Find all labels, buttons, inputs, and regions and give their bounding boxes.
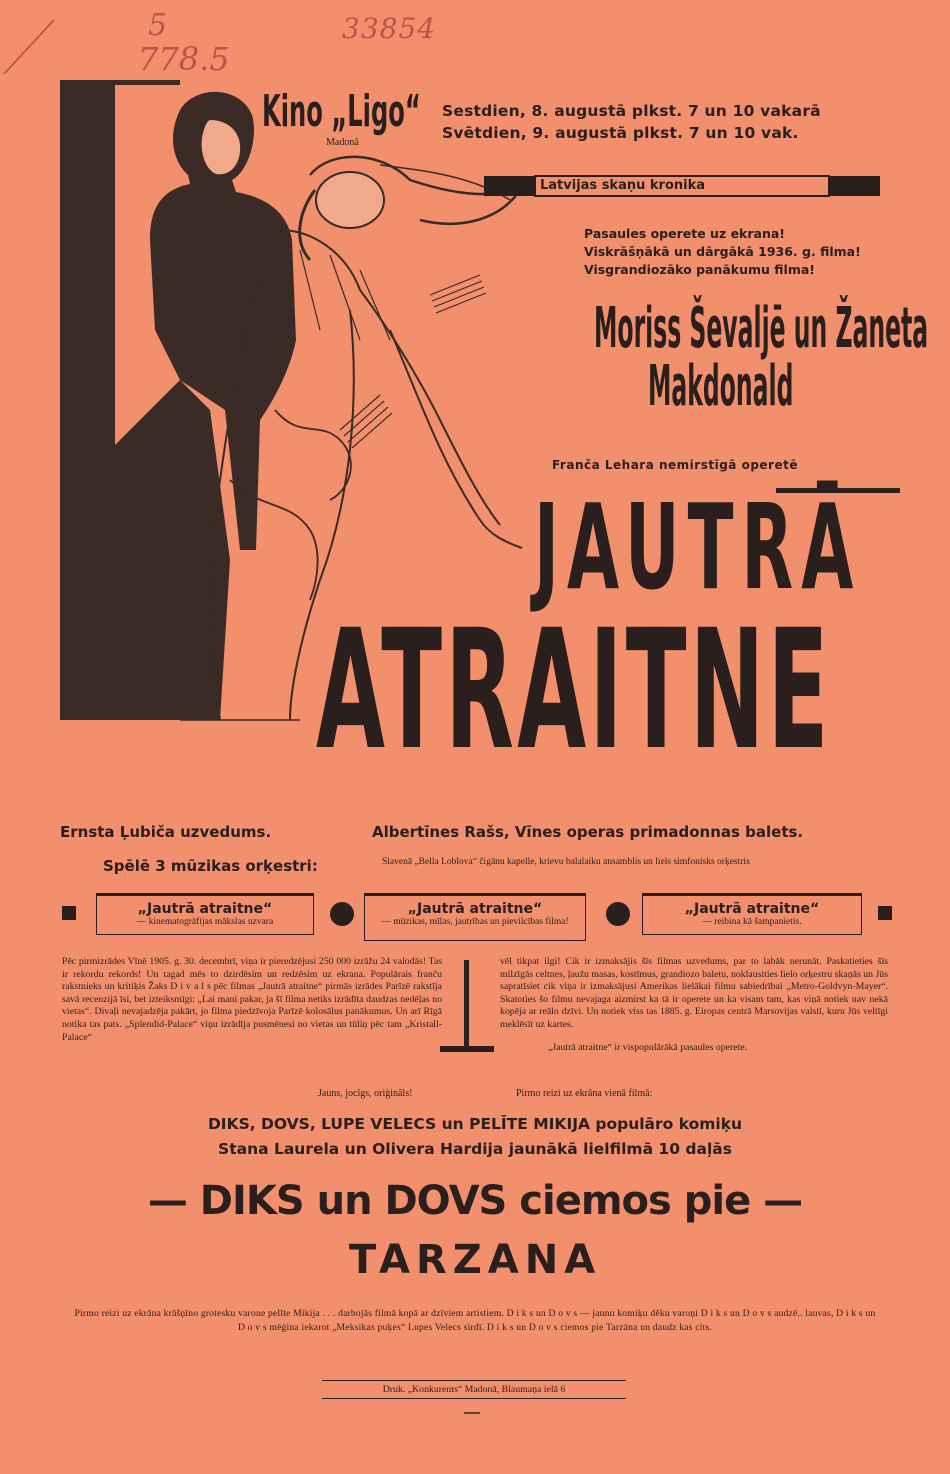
orchestras-label: Spēlē 3 mūzikas orķestri: <box>103 857 318 875</box>
description-left: Pēc pirmizrādes Vīnē 1905. g. 30. decembrī, viņa ir pieredzējusi 250 000 izrāžu 24 valodās! Tas ir rekordu rekords! Un tagad mēs to dzirdēsim un redzēsim uz ekrana. Populārais franču rakstnieks un kritiķis Žaks D i v a l s pēc filmas „Jautrā atraitne“ pirmās izrādes Parīzē rakstīja savā recenzijā īsi, bet izteiksmīgi: „Lai mani pakar, ja šī filma netiks izrādīta daudzas nedēļas no vietas“. Divaļi nevajadzēja pakārt, jo filma piedzīvoja Parīzē kolosālus panākumus. Un arī Rīgā notika tas pats. „Splendid-Palace“ viņu izrādīja pusmēnesi no vietas un tūliņ pēc tam „Kristall-Palace“ <box>62 956 442 1043</box>
ballet-credit: Albertīnes Rašs, Vīnes operas primadonnas balets. <box>372 823 804 841</box>
orchestras-list: Slavenā „Bella Loblova“ čigānu kapelle, krievu balalaiku ansamblis un liels simfonisks orķestris <box>382 857 750 867</box>
archive-number: 33854 <box>342 12 437 45</box>
round-bullet-icon <box>606 902 630 926</box>
second-feature-title-line-1: — DIKS un DOVS ciemos pie — <box>147 1178 803 1224</box>
screening-dates <box>442 100 821 144</box>
quote-box-title: „Jautrā atraitne“ <box>137 901 273 917</box>
quote-box-subtitle: — kinematogrāfijas mākslas uzvara <box>136 917 274 927</box>
film-title-line-1: JAUTRĀ <box>534 478 862 616</box>
producer-credit: Ernsta Ļubiča uzvedums. <box>60 823 272 841</box>
tagline-line: Visgrandiozāko panākumu filma! <box>584 262 815 277</box>
second-feature-title-line-2: TARZANA <box>348 1237 602 1283</box>
second-feature-tag-left: Jauns, jocīgs, oriģināls! <box>318 1088 413 1099</box>
divider-base <box>440 1046 494 1052</box>
date-sunday: Svētdien, 9. augustā plkst. 7 un 10 vak. <box>442 124 799 142</box>
second-feature-cast: DIKS, DOVS, LUPE VELECS un PELĪTE MIKIJA populāro komiķu <box>207 1115 743 1133</box>
date-saturday: Sestdien, 8. augustā plkst. 7 un 10 vakarā <box>442 102 821 120</box>
cinema-town: Madonā <box>326 137 359 148</box>
square-bullet-icon <box>62 906 76 920</box>
archive-mark-top-left: 5 <box>148 8 168 43</box>
quote-box-subtitle: — mūzikas, mīlas, jautrības un pievilcības filma! <box>381 917 569 927</box>
divider-vertical <box>464 960 469 1048</box>
pencil-stroke-icon <box>0 0 60 80</box>
tagline <box>584 225 861 279</box>
quote-box-2 <box>364 893 586 941</box>
square-bullet-icon <box>878 906 892 920</box>
quote-box-3 <box>642 893 862 935</box>
ornament-mark <box>464 1412 480 1419</box>
archive-mark-left: 778.5 <box>138 40 230 78</box>
quote-box-title: „Jautrā atraitne“ <box>407 901 543 917</box>
quote-box-1 <box>96 893 314 935</box>
quote-box-subtitle: — reibina kā šampanietis. <box>702 917 802 927</box>
tagline-line: Viskrāšņākā un dārgākā 1936. g. filma! <box>584 244 861 259</box>
description-right-closing: „Jautrā atraitne“ ir vispopulārākā pasaules operete. <box>548 1042 748 1053</box>
second-feature-description: Stana Laurela un Olivera Hardija jaunākā lielfilmā 10 daļās <box>218 1140 732 1158</box>
presents-line: Franča Lehara nemirstīgā operetē <box>552 458 798 472</box>
stars-line-2: Makdonald <box>648 354 794 419</box>
tagline-line: Pasaules operete uz ekrana! <box>584 226 786 241</box>
printer-imprint: Druk. „Konkurents“ Madonā, Blaumaņa ielā 6 <box>322 1380 626 1399</box>
quote-box-title: „Jautrā atraitne“ <box>684 901 820 917</box>
film-title-line-2: ATRAITNE <box>316 594 832 786</box>
second-feature-blurb: Pirmo reizi uz ekrāna krāšņīno grotesku varone pelīte Mikija . . . darbojās filmā kopā ar dzīviem artistiem. D i k s un D o v s — jaunu komiķu dēku varoņi D i k s un D o v s audzē.. lauvas, D i k s un D o v s mēģina iekarot „Meksikas puķes“ Lupes Velecs sirdī. D i k s un D o v s ciemos pie Tarzāna un daudz kas cits. <box>74 1308 876 1333</box>
stars-line-1: Moriss Ševaljē un Žaneta <box>594 296 929 361</box>
second-feature-tag-right: Pirmo reizi uz ekrāna vienā filmā: <box>516 1088 653 1099</box>
cinema-name: Kino „Ligo“ <box>262 86 421 137</box>
round-bullet-icon <box>330 902 354 926</box>
description-right: vēl tikpat ilgi! Cik ir izmaksājis šīs filmas uzvedums, par to labāk nerunāt. Paskatieties šīs milzīgās celtnes, ļaužu masas, kostīmus, grandiozo baletu, noklausities lielo orķestru skaņās un Jūs sapratīsiet cik viņa ir izmaksājusi Amerikas lielākai filmu sabiedrībai „Metro-Goldvyn-Mayer“. Skatoties šo filmu nevajaga aizmirst ka tā ir operete un ka visam tam, kas viņā notiek nav nekā kopēja ar reālo dzīvi. Un notiek viss tas 1885. g. Eiropas centrā Marsovijas valstī, kuru Jūs veltīgi meklēsīt uz kartes. <box>500 956 888 1030</box>
newsreel-banner: Latvijas skaņu kronika <box>534 175 830 197</box>
